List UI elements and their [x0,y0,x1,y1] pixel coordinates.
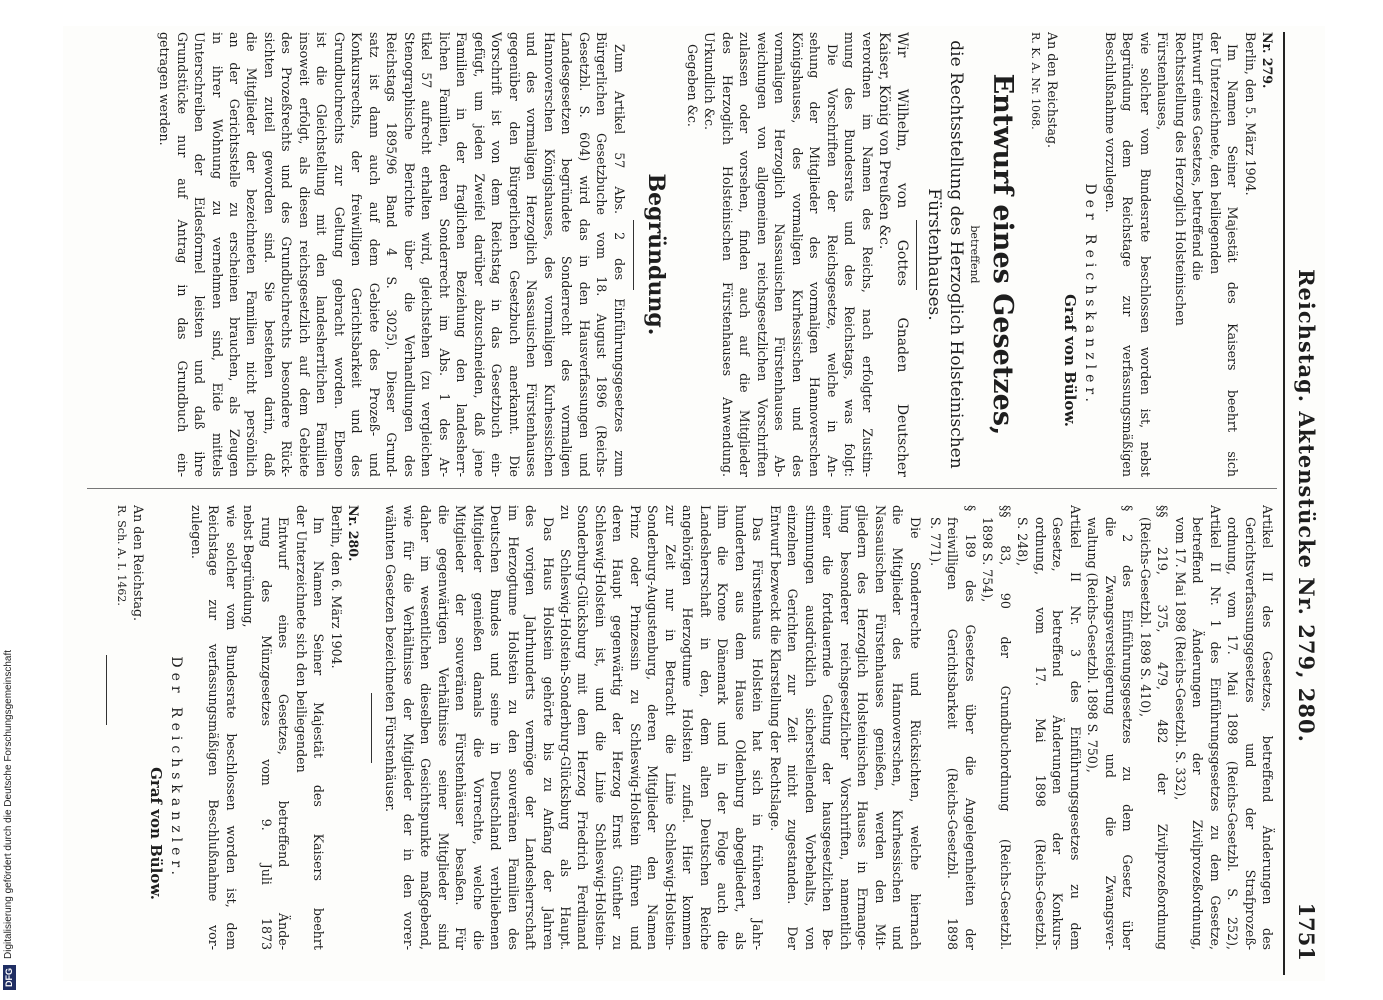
text-line: freiwilligen Gerichtsbarkeit (Reichs-Gesetzbl. 1898 [945,517,961,950]
text-line: getragen werden. [157,32,173,146]
text-line: zulassen oder vorsehen, finden auch auf die Mitglieder [737,32,753,477]
text-line: die Zwangsversteigerung und die Zwangsver- [1102,517,1118,950]
text-line: hunderten aus dem Hause Oldenburg abgegliedert, als [732,505,748,950]
intro-279 [1102,32,1240,477]
text-line: zulegen. [188,505,204,559]
text-line: Landesgesetzen begründete Sonderrecht des vormaligen [559,32,575,477]
separator-rule [106,655,107,725]
funding-credit: Digitalisierung gefördert durch die Deutsche Forschungsgemeinschaft [3,649,14,959]
text-line: rung des Münzgesetzes vom 9. Juli 1873 [258,517,274,950]
text-line: Sonderburg-Augustenburg, deren Mitglieder den Namen [645,505,661,950]
text-line: Gerichtsverfassungsgesetzes und der Strafprozeß- [1242,517,1258,950]
text-line: weichungen von allgemeinen reichsgesetzlichen Vorschriften [754,32,770,477]
text-line: Im Namen Seiner Majestät des Kaisers beehrt [311,517,327,950]
text-line: wie für die Verhältnisse der Mitglieder der in den vorer- [400,505,416,950]
text-line: Gesetzbl. S. 604) wird das in den Hausverfassungen und [576,32,592,477]
text-line: Beschlußnahme vorzulegen. [1102,32,1118,213]
text-line: §§ 219, 375, 479, 482 der Zivilprozeßordnung [1155,505,1171,950]
text-line: Deutschen Bundes und seine in Deutschland verbliebenen [488,505,504,950]
text-line: 1898 S. 754), [980,517,996,603]
text-line: S. 771). [927,517,943,567]
betreffend-label: betreffend [967,225,981,284]
text-line: ordnung, vom 17. Mai 1898 (Reichs-Gesetzbl. [1032,517,1048,950]
text-line: Begründung dem Reichstage zur verfassungsmäßigen [1120,32,1136,477]
text-line: Reichstage zur verfassungsmäßigen Beschlußnahme vor- [206,505,222,950]
text-line: zu Schleswig-Holstein-Sonderburg-Glücksburg als Haupt. [558,505,574,950]
text-line: vom 17. Mai 1898 (Reichs-Gesetzbl. S. 332), [1172,517,1188,801]
reference-number: R. K. A. Nr. 1068. [1028,32,1042,130]
newspaper-sheet [63,26,1325,981]
text-line: wie solcher vom Bundesrate beschlossen worden ist, nebst [1137,32,1153,477]
text-line: des Prozeßrechts und des Grundbuchrechts besondere Rück- [279,32,295,477]
text-line: mung des Bundesrats und des Reichstags, was folgt: [842,32,858,477]
text-line: die Mitglieder des Hannoverschen, Kurhessischen und [890,505,906,950]
reference-number: R. Sch. A. I. 1462. [114,505,128,606]
text-line: im Herzogtume Holstein zu den souveränen Familien des [505,505,521,950]
text-line: (Reichs-Gesetzbl. 1898 S. 410), [1137,517,1153,718]
law-text [684,32,910,477]
text-line: Kaiser, König von Preußen &c. [876,32,893,250]
text-line: Familien in der fraglichen Beziehung den landesherr- [454,32,470,477]
credit-text-rotated [1,10,17,990]
text-line: Gegeben &c. [684,44,700,127]
text-line: wähnten Gesetzen bezeichneten Fürstenhäuser. [383,505,399,813]
text-line: §§ 83, 90 der Grundbuchordnung (Reichs-Gesetzbl. [997,505,1013,950]
text-line: lung besonderer reichsgesetzlicher Vorschriften, namentlich [837,505,853,950]
text-line: sehung der Mitglieder des vormaligen Hannoverschen [807,32,823,477]
text-line: gefügt, um jeden Zweifel darüber abzuschneiden, daß jene [471,32,487,477]
text-line: einzelnen Gerichten zur Zeit nicht zugestanden. Der [785,505,801,950]
text-line: sichten zuteil geworden sind. Sie bestehen darin, daß [261,32,277,477]
draft-subtitle-line1: die Rechtsstellung des Herzoglich Holsteinischen [945,40,966,469]
left-column [87,32,1275,477]
text-line: gegenüber den Bürgerlichen Gesetzbuch anerkannt. Die [506,32,522,477]
text-line: des vorigen Jahrhunderts vermöge der Landesherrschaft [523,505,539,950]
draft-subtitle-line2: Fürstenhauses. [923,188,944,321]
document-number-280: Nr. 280. [346,505,362,562]
text-line: Die Sonderrechte und Rücksichten, welche hiernach [907,517,923,950]
text-line: verordnen im Namen des Reichs, nach erfolgter Zustim- [859,32,875,477]
begruendung-text [156,32,627,477]
statute-list [927,505,1275,950]
text-line: des Herzoglich Holsteinischen Fürstenhauses Anwendung. [719,32,735,477]
text-line: lichen Familien, deren Sonderrecht im Abs. 1 des Ar- [436,32,452,477]
text-line: deren Haupt gegenwärtig der Herzog Ernst Günther zu [610,505,626,950]
text-line: Unterschreiben der Eidesformel leisten und daß ihre [192,32,208,477]
addressee: An den Reichstag. [131,505,147,622]
text-line: ordnung, vom 17. Mai 1898 (Reichs-Gesetzbl. S. 252), [1225,517,1241,950]
text-line: Urkundlich &c. [702,32,718,131]
text-line: tikel 57 aufrecht erhalten wird, gleichstehen (zu vergleichen [419,32,435,477]
text-line: Bürgerlichen Gesetzbuche vom 18. August 1896 (Reichs- [594,32,610,477]
text-line: die gegenwärtigen Verhältnisse seiner Mitglieder sind [435,505,451,950]
text-line: Artikel II Nr. 3 des Einführungsgesetzes zu dem [1067,505,1083,950]
intro-280 [188,505,326,950]
text-line: ist die Gleichstellung mit den landesherrlichen Familien [314,32,330,477]
text-line: Stenographische Berichte über die Verhandlungen des [401,32,417,477]
text-line: Grundstücke nur auf Antrag in das Grundbuch ein- [174,32,190,477]
text-line: in ihrer Wohnung zu vernehmen sind, Eide mittels [209,32,225,477]
section-title-begruendung: Begründung. [642,173,669,336]
signature-name: Graf von Bülow. [1061,294,1080,427]
text-line: der Unterzeichnete, den beiliegenden [1207,32,1223,275]
text-line: Artikel II des Gesetzes, betreffend Änderungen des [1260,505,1275,950]
signature-title: Der Reichskanzler. [1082,183,1099,407]
text-line: stimmungen ausdrücklich sicherstellenden Vorbehalts, von [802,505,818,950]
page-number: 1751 [1294,902,1319,961]
text-line: an der Gerichtsstelle zu erscheinen brauchen, als Zeugen [227,32,243,477]
dfg-logo: DFG [3,965,16,990]
text-line: Gesetze, betreffend Änderungen der Konkurs- [1050,517,1066,950]
dateline-279: Berlin, den 5. März 1904. [1242,32,1258,196]
text-line: Rechtsstellung des Herzoglich Holsteinischen [1172,32,1188,326]
text-line: daher im wesentlichen dieselben Gesichtspunkte maßgebend, [418,505,434,950]
separator-rule [633,220,634,290]
text-line: Artikel II Nr. 1 des Einführungsgesetzes zu dem Gesetze, [1207,505,1223,950]
text-line: Landesherrschaft in den, dem alten Deutschen Reiche [697,505,713,950]
text-line: Fürstenhauses, [1155,32,1171,131]
text-line: Schleswig-Holstein ist, und die Linie Schleswig-Holstein- [592,505,608,950]
digitization-credit-strip [0,0,18,1000]
draft-title: Entwurf eines Gesetzes, [986,73,1018,436]
right-column [87,505,1275,950]
text-line: wie solcher vom Bundesrate beschlossen worden ist, dem [223,505,239,950]
text-line: satz ist dann auch auf dem Gebiete des Prozeß- und [366,32,382,477]
text-line: Im Namen Seiner Majestät des Kaisers beehrt sich [1225,44,1241,477]
text-line: die Mitglieder der bezeichneten Familien nicht persönlich [244,32,260,477]
text-line: Prinz oder Prinzessin zu Schleswig-Holstein führen und [627,505,643,950]
separator-rule [371,693,372,763]
explanation-text [382,505,923,950]
text-line: Sonderburg-Glücksburg mit dem Herzog Friedrich Ferdinand [575,505,591,950]
text-line: Hannoverschen Königshauses, des vormaligen Kurhessischen [541,32,557,477]
text-line: Nassauischen Fürstenhauses genießen, werden den Mit- [872,505,888,950]
text-line: Entwurf eines Gesetzes, betreffend Ände- [276,517,292,950]
text-line: Königshauses, des vormaligen Kurhessischen und des [789,32,805,477]
text-line: Das Fürstenhaus Holstein hat sich in früheren Jahr- [750,517,766,950]
dateline-280: Berlin, den 6. März 1904. [328,505,344,669]
text-line: Die Vorschriften der Reichsgesetze, welche in An- [824,44,840,477]
text-line: Entwurf eines Gesetzes, betreffend die [1190,32,1206,281]
text-line: waltung (Reichs-Gesetzbl. 1898 S. 750), [1085,517,1101,773]
text-line: Mitglieder genießen damals die Vorrechte, welche die [470,505,486,950]
addressee: An den Reichstag. [1045,32,1061,149]
text-line: nebst Begründung, [241,505,257,628]
text-line: Das Haus Holstein gehörte bis zu Anfang der Jahren [540,517,556,950]
text-line: S. 248), [1015,517,1031,567]
text-line: der Unterzeichnete sich den beiliegenden [293,505,309,773]
signature-name: Graf von Bülow. [147,767,166,900]
page-header-title: Reichstag. Aktenstücke Nr. 279, 280. [1294,269,1319,743]
text-line: zur Zeit nur in Betracht die Linie Schleswig-Holstein- [662,505,678,950]
text-line: gliedern des Herzoglich Holsteinischen Hauses in Ermange- [855,505,871,950]
text-line: Entwurf bezweckt die Klarstellung der Rechtslage. [767,505,783,832]
column-divider [87,488,1277,489]
text-line: Zum Artikel 57 Abs. 2 des Einführungsgesetzes zum [611,44,627,477]
text-line: insoweit erfolgt, als diesen reichsgesetzlich auf dem Gebiete [296,32,312,477]
text-line: einer die fortdauernde Geltung der hausgesetzlichen Be- [820,505,836,950]
separator-rule [916,220,917,290]
text-line: Mitglieder der souveränen Fürstenhäuser besaßen. Für [453,505,469,950]
header-rule [1283,32,1285,975]
text-line: und des vormaligen Herzoglich Nassauischen Fürstenhauses [524,32,540,477]
text-line: Reichstags 1895/96 Band 4 S. 3025). Dieser Grund- [384,32,400,477]
text-line: Konkursrechts, der freiwilligen Gerichtsbarkeit und des [349,32,365,477]
text-line: betreffend Änderungen der Zivilprozeßordnung, [1190,517,1206,950]
document-number-279: Nr. 279. [1260,32,1275,89]
text-line: Vorschrift ist von dem Reichstag in das Gesetzbuch ein- [489,32,505,477]
text-line: Wir Wilhelm, von Gottes Gnaden Deutscher [893,32,910,477]
text-line: § 189 des Gesetzes über die Angelegenheiten der [962,505,978,950]
text-line: Grundbuchrechts zur Geltung gebracht worden. Ebenso [331,32,347,477]
signature-title: Der Reichskanzler. [168,656,185,880]
text-line: angehörigen Herzogtume Holstein zufiel. Hier kommen [680,505,696,950]
text-line: § 2 des Einführungsgesetzes zu dem Gesetz über [1120,505,1136,950]
text-line: vormaligen Herzoglich Nassauischen Fürstenhauses Ab- [772,32,788,477]
text-line: ihm die Krone Dänemark und in der Folge auch die [715,505,731,950]
